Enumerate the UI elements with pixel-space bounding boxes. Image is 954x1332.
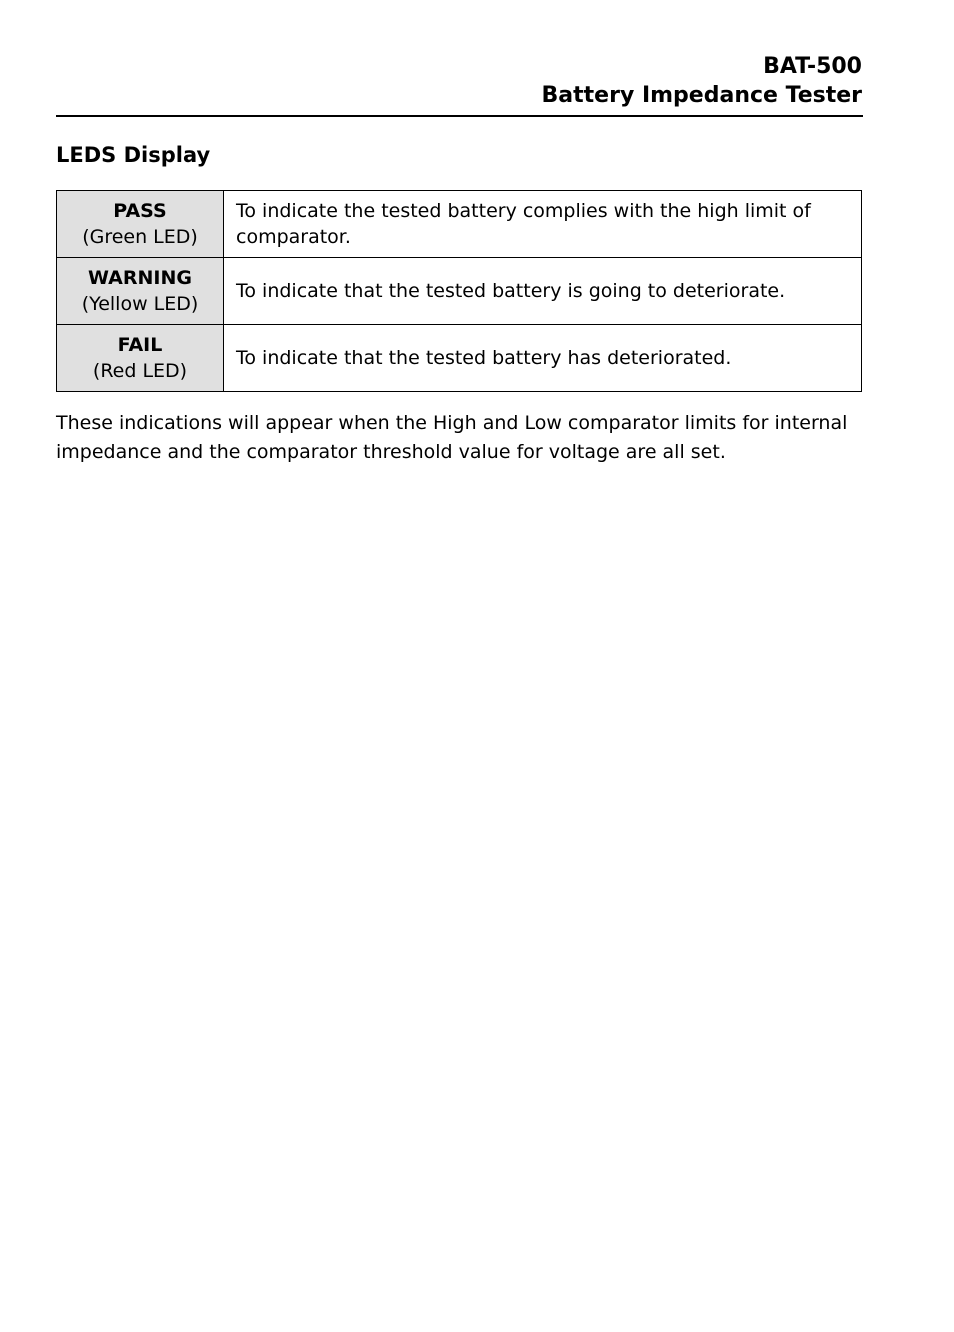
led-description: To indicate that the tested battery is going to deteriorate. bbox=[224, 258, 862, 325]
led-name-cell bbox=[57, 325, 224, 392]
model-name: BAT-500 bbox=[763, 54, 862, 79]
led-description: To indicate that the tested battery has deteriorated. bbox=[224, 325, 862, 392]
led-name: WARNING bbox=[88, 267, 192, 289]
table-row bbox=[57, 258, 862, 325]
led-name-cell bbox=[57, 191, 224, 258]
note-paragraph: These indications will appear when the High and Low comparator limits for internal impedance and the comparator threshold value for voltage are all set. bbox=[56, 412, 848, 463]
page-header bbox=[56, 52, 862, 110]
product-name: Battery Impedance Tester bbox=[541, 83, 862, 108]
led-color: (Yellow LED) bbox=[81, 293, 199, 315]
led-table bbox=[56, 190, 862, 392]
section-title: LEDS Display bbox=[56, 143, 211, 167]
table-row bbox=[57, 191, 862, 258]
led-name: FAIL bbox=[117, 334, 163, 356]
table-row bbox=[57, 325, 862, 392]
led-color: (Red LED) bbox=[92, 360, 188, 382]
led-description: To indicate the tested battery complies with the high limit of comparator. bbox=[224, 191, 862, 258]
led-color: (Green LED) bbox=[82, 226, 198, 248]
led-name: PASS bbox=[113, 200, 167, 222]
header-divider bbox=[56, 115, 863, 117]
led-name-cell bbox=[57, 258, 224, 325]
